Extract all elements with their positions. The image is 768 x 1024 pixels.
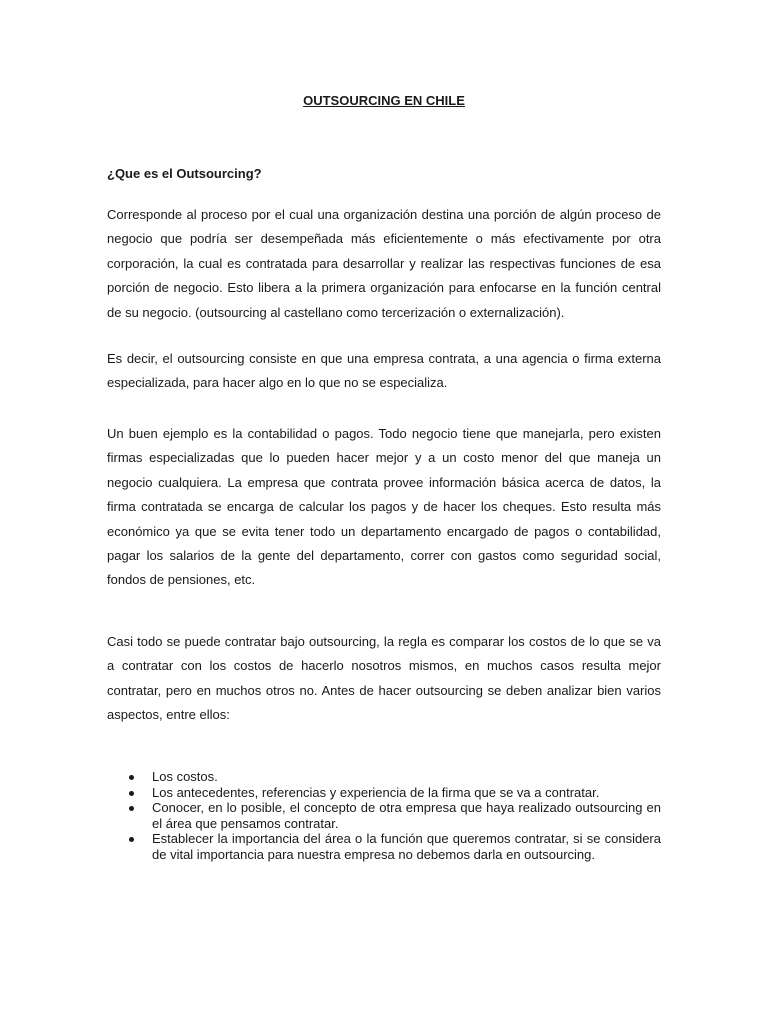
aspects-list (107, 769, 661, 862)
bullet-icon (129, 775, 134, 780)
bullet-icon (129, 837, 134, 842)
document-title: OUTSOURCING EN CHILE (303, 93, 465, 108)
bullet-icon (129, 806, 134, 811)
list-item (107, 800, 661, 831)
paragraph-analysis: Casi todo se puede contratar bajo outsourcing, la regla es comparar los costos de lo que se va a contratar con los costos de hacerlo nosotros mismos, en muchos casos resulta mejor contratar, pero en muchos otros no. Antes de hacer outsourcing se deben analizar bien varios aspectos, entre ellos: (107, 634, 661, 723)
list-item-text: Los antecedentes, referencias y experiencia de la firma que se va a contratar. (152, 784, 600, 800)
paragraph-example: Un buen ejemplo es la contabilidad o pagos. Todo negocio tiene que manejarla, pero existen firmas especializadas que lo pueden hacer mejor y a un costo menor del que maneja un negocio cualquiera. La empresa que contrata provee información básica acerca de datos, la firma contratada se encarga de calcular los pagos y de hacer los cheques. Esto resulta más económico ya que se evita tener todo un departamento encargado de pagos o contabilidad, pagar los salarios de la gente del departamento, correr con gastos como seguridad social, fondos de pensiones, etc. (107, 426, 661, 588)
list-item-text: Conocer, en lo posible, el concepto de otra empresa que haya realizado outsourcing en el área que pensamos contratar. (152, 800, 661, 831)
list-item-text: Los costos. (152, 769, 218, 784)
bullet-icon (129, 791, 134, 796)
list-item-text: Establecer la importancia del área o la función que queremos contratar, si se considera de vital importancia para nuestra empresa no debemos darla en outsourcing. (152, 831, 661, 862)
paragraph-definition: Corresponde al proceso por el cual una organización destina una porción de algún proceso de negocio que podría ser desempeñada más eficientemente o más efectivamente por otra corporación, la cual es contratada para desarrollar y realizar las respectivas funciones de esa porción de negocio. Esto libera a la primera organización para enfocarse en la función central de su negocio. (outsourcing al castellano como tercerización o externalización). (107, 207, 661, 320)
list-item (107, 831, 661, 862)
section-heading: ¿Que es el Outsourcing? (107, 166, 262, 181)
paragraph-explanation: Es decir, el outsourcing consiste en que una empresa contrata, a una agencia o firma externa especializada, para hacer algo en lo que no se especializa. (107, 351, 661, 391)
list-item (107, 769, 661, 785)
list-item (107, 785, 661, 801)
